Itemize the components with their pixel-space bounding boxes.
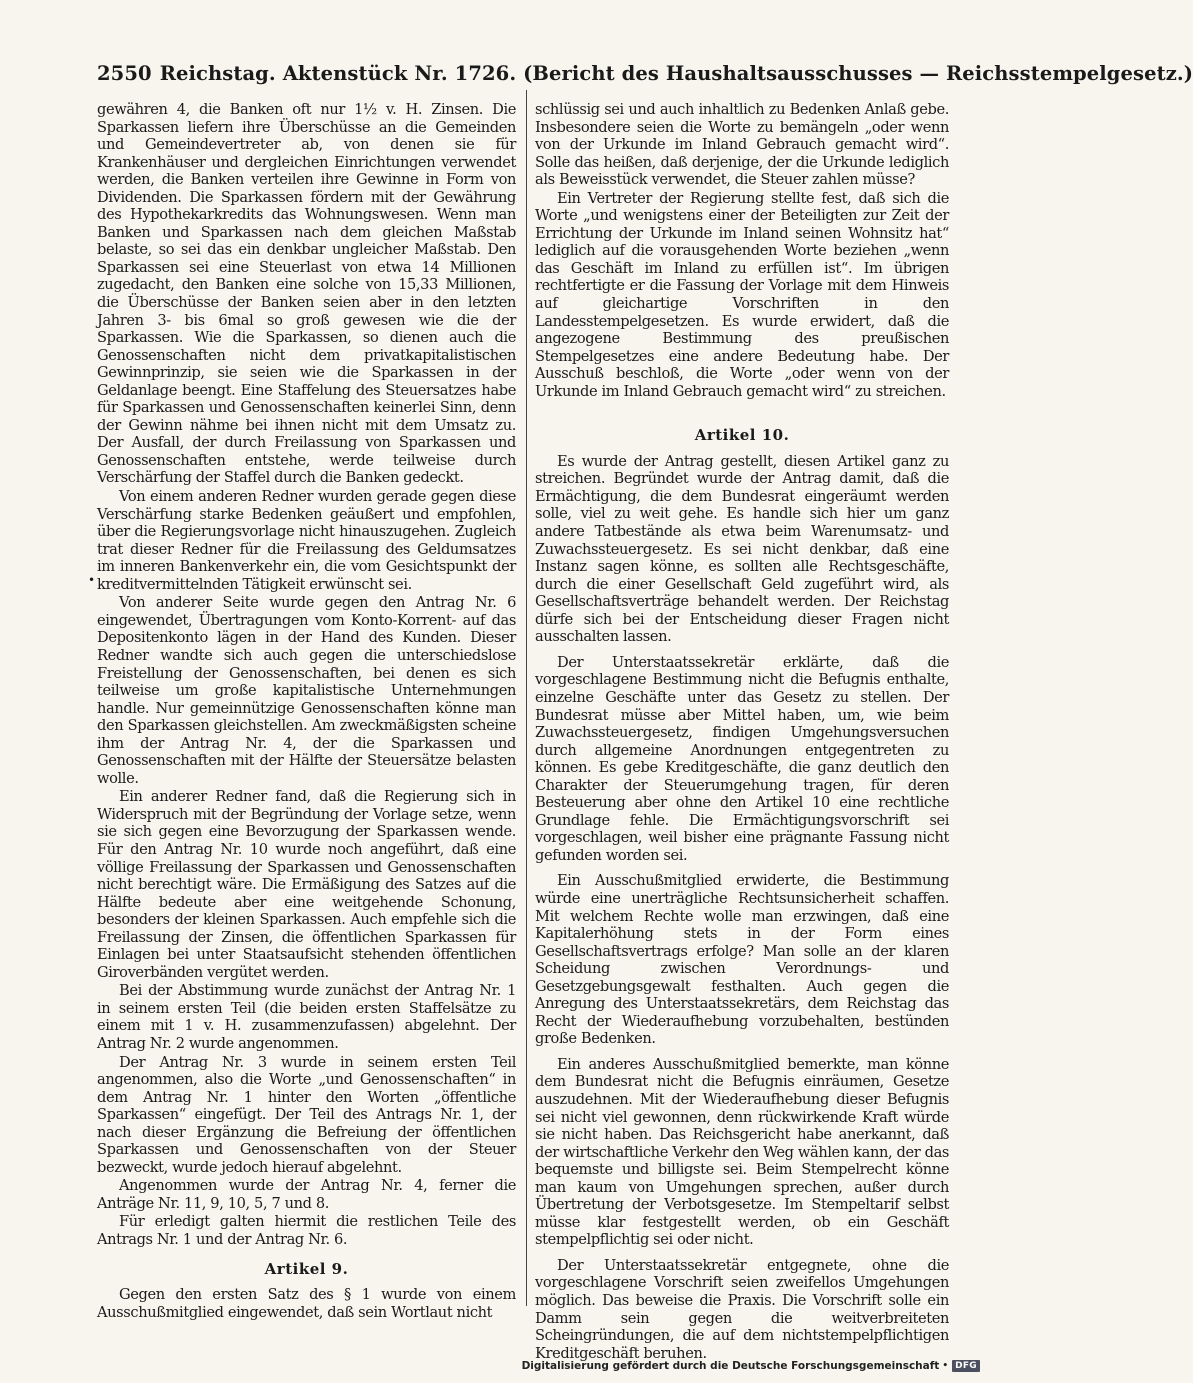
paragraph: Bei der Abstimmung wurde zunächst der Antrag Nr. 1 in seinem ersten Teil (die beiden ersten Staffelsätze zu einem mit 1 v. H. zusammenzufassen) abgelehnt. Der Antrag Nr. 2 wurde angenommen. [97, 982, 516, 1052]
paragraph: Ein Ausschußmitglied erwiderte, die Bestimmung würde eine unerträgliche Rechtsunsicherheit schaffen. Mit welchem Rechte wolle man erzwingen, daß eine Kapitalerhöhung stets in der Form eines Gesellschaftsvertrags erfolge? Man solle an der klaren Scheidung zwischen Verordnungs- und Gesetzgebungsgewalt festhalten. Auch gegen die Anregung des Unterstaatssekretärs, dem Reichstag das Recht der Wiederaufhebung vorzubehalten, bestünden große Bedenken. [535, 872, 949, 1048]
right-column [535, 101, 949, 1362]
paragraph: Ein anderer Redner fand, daß die Regierung sich in Widerspruch mit der Begründung der Vorlage setze, wenn sie sich gegen eine Bevorzugung der Sparkassen wende. Für den Antrag Nr. 10 wurde noch angeführt, daß eine völlige Freilassung der Sparkassen und Genossenschaften nicht berechtigt wäre. Die Ermäßigung des Satzes auf die Hälfte bedeute aber eine weitgehende Schonung, besonders der kleinen Sparkassen. Auch empfehle sich die Freilassung der Zinsen, die öffentlichen Sparkassen für Einlagen bei unter Staatsaufsicht stehenden öffentlichen Giroverbänden vergütet werden. [97, 788, 516, 981]
footer-separator: • [942, 1361, 949, 1371]
page-number: 2550 [97, 62, 152, 85]
footer-text: Digitalisierung gefördert durch die Deutsche Forschungsgemeinschaft [521, 1360, 940, 1372]
running-title: Reichstag. Aktenstück Nr. 1726. (Bericht des Haushaltsausschusses — Reichsstempelgesetz.) [159, 62, 1193, 85]
left-column [97, 101, 516, 1321]
paragraph: Der Unterstaatssekretär entgegnete, ohne die vorgeschlagene Vorschrift seien zweifellos Umgehungen möglich. Das beweise die Praxis. Die Vorschrift solle ein Damm sein gegen die weitverbreiteten Scheingründungen, die auf dem nichtstempelpflichtigen Kreditgeschäft beruhen. [535, 1256, 949, 1362]
section-heading: Artikel 10. [694, 426, 790, 445]
paragraph: Der Unterstaatssekretär erklärte, daß die vorgeschlagene Bestimmung nicht die Befugnis enthalte, einzelne Geschäfte unter das Gesetz zu stellen. Der Bundesrat müsse aber Mittel haben, um, wie beim Zuwachssteuergesetz, findigen Umgehungsversuchen durch allgemeine Anordnungen entgegentreten zu können. Es gebe Kreditgeschäfte, die ganz deutlich den Charakter der Steuerumgehung tragen, für deren Besteuerung aber ohne den Artikel 10 eine rechtliche Grundlage fehle. Die Ermächtigungsvorschrift sei vorgeschlagen, weil bisher eine prägnante Fassung nicht gefunden worden sei. [535, 653, 949, 864]
section-heading: Artikel 9. [264, 1259, 349, 1278]
margin-mark: • [88, 573, 96, 587]
paragraph: Gegen den ersten Satz des § 1 wurde von einem Ausschußmitglied eingewendet, daß sein Wortlaut nicht [97, 1286, 516, 1321]
paragraph: gewähren 4, die Banken oft nur 1½ v. H. Zinsen. Die Sparkassen liefern ihre Überschüsse an die Gemeinden und Gemeindevertreter ab, von denen sie für Krankenhäuser und dergleichen Einrichtungen verwendet werden, die Banken verteilen ihre Gewinne in Form von Dividenden. Die Sparkassen fördern mit der Gewährung des Hypothekarkredits das Wohnungswesen. Wenn man Banken und Sparkassen nach dem gleichen Maßstab belaste, so sei das ein denkbar ungleicher Maßstab. Den Sparkassen sei eine Steuerlast von etwa 14 Millionen zugedacht, den Banken eine solche von 15,33 Millionen, die Überschüsse der Banken seien aber in den letzten Jahren 3- bis 6mal so groß gewesen wie die der Sparkassen. Wie die Sparkassen, so dienen auch die Genossenschaften nicht dem privatkapitalistischen Gewinnprinzip, sie seien wie die Sparkassen in der Geldanlage beengt. Eine Staffelung des Steuersatzes habe für Sparkassen und Genossenschaften keinerlei Sinn, denn der Gewinn nähme bei ihnen nicht mit dem Umsatz zu. Der Ausfall, der durch Freilassung von Sparkassen und Genossenschaften entstehe, werde teilweise durch Verschärfung der Staffel durch die Banken gedeckt. [97, 101, 516, 487]
paragraph: Ein anderes Ausschußmitglied bemerkte, man könne dem Bundesrat nicht die Befugnis einräumen, Gesetze auszudehnen. Mit der Wiederaufhebung dieser Befugnis sei nicht viel gewonnen, denn rückwirkende Kraft würde sie nicht haben. Das Reichsgericht habe anerkannt, daß der wirtschaftliche Verkehr den Weg wählen kann, der das bequemste und billigste sei. Beim Stempelrecht könne man kaum von Umgehungen sprechen, außer durch Übertretung der Verbotsgesetze. Im Stempeltarif selbst müsse klar festgestellt werden, ob ein Geschäft stempelpflichtig sei oder nicht. [535, 1055, 949, 1249]
digitization-footer [521, 1360, 980, 1372]
paragraph: Angenommen wurde der Antrag Nr. 4, ferner die Anträge Nr. 11, 9, 10, 5, 7 und 8. [97, 1177, 516, 1212]
paragraph: Von einem anderen Redner wurden gerade gegen diese Verschärfung starke Bedenken geäußert und empfohlen, über die Regierungsvorlage nicht hinauszugehen. Zugleich trat dieser Redner für die Freilassung des Geldumsatzes im inneren Bankenverkehr ein, die vom Gesichtspunkt der kreditvermittelnden Tätigkeit erwünscht sei. [97, 488, 516, 593]
paragraph: Von anderer Seite wurde gegen den Antrag Nr. 6 eingewendet, Übertragungen vom Konto-Korrent- auf das Depositenkonto lägen in der Hand des Kunden. Dieser Redner wandte sich auch gegen die unterschiedslose Freistellung der Genossenschaften, bei denen es sich teilweise um große kapitalistische Unternehmungen handle. Nur gemeinnützige Genossenschaften könne man den Sparkassen gleichstellen. Am zweckmäßigsten scheine ihm der Antrag Nr. 4, der die Sparkassen und Genossenschaften mit der Hälfte der Steuersätze belasten wolle. [97, 594, 516, 787]
column-divider [526, 90, 527, 1306]
paragraph: Ein Vertreter der Regierung stellte fest, daß sich die Worte „und wenigstens einer der Beteiligten zur Zeit der Errichtung der Urkunde im Inland seinen Wohnsitz hat“ lediglich auf die vorausgehenden Worte beziehen „wenn das Geschäft im Inland zu erfüllen ist“. Im übrigen rechtfertigte er die Fassung der Vorlage mit dem Hinweis auf gleichartige Vorschriften in den Landesstempelgesetzen. Es wurde erwidert, daß die angezogene Bestimmung des preußischen Stempelgesetzes eine andere Bedeutung habe. Der Ausschuß beschloß, die Worte „oder wenn von der Urkunde im Inland Gebrauch gemacht wird“ zu streichen. [535, 189, 949, 400]
paragraph: schlüssig sei und auch inhaltlich zu Bedenken Anlaß gebe. Insbesondere seien die Worte zu bemängeln „oder wenn von der Urkunde im Inland Gebrauch gemacht wird“. Solle das heißen, daß derjenige, der die Urkunde lediglich als Beweisstück verwendet, die Steuer zahlen müsse? [535, 101, 949, 189]
page-header [97, 62, 1193, 85]
paragraph: Es wurde der Antrag gestellt, diesen Artikel ganz zu streichen. Begründet wurde der Antrag damit, daß die Ermächtigung, die dem Bundesrat eingeräumt werden solle, viel zu weit gehe. Es handle sich hier um ganz andere Tatbestände als etwa beim Warenumsatz- und Zuwachssteuergesetz. Es sei nicht denkbar, daß eine Instanz sagen könne, es sollten alle Rechtsgeschäfte, durch die einer Gesellschaft Geld zugeführt wird, als Gesellschaftsverträge behandelt werden. Der Reichstag dürfe sich bei der Entscheidung dieser Fragen nicht ausschalten lassen. [535, 452, 949, 646]
paragraph: Der Antrag Nr. 3 wurde in seinem ersten Teil angenommen, also die Worte „und Genossenschaften“ in dem Antrag Nr. 1 hinter den Worten „öffentliche Sparkassen“ eingefügt. Der Teil des Antrags Nr. 1, der nach dieser Ergänzung die Befreiung der öffentlichen Sparkassen und Genossenschaften von der Steuer bezweckt, wurde jedoch hierauf abgelehnt. [97, 1053, 516, 1176]
dfg-logo-icon: DFG [952, 1360, 980, 1372]
paragraph: Für erledigt galten hiermit die restlichen Teile des Antrags Nr. 1 und der Antrag Nr. 6. [97, 1213, 516, 1248]
